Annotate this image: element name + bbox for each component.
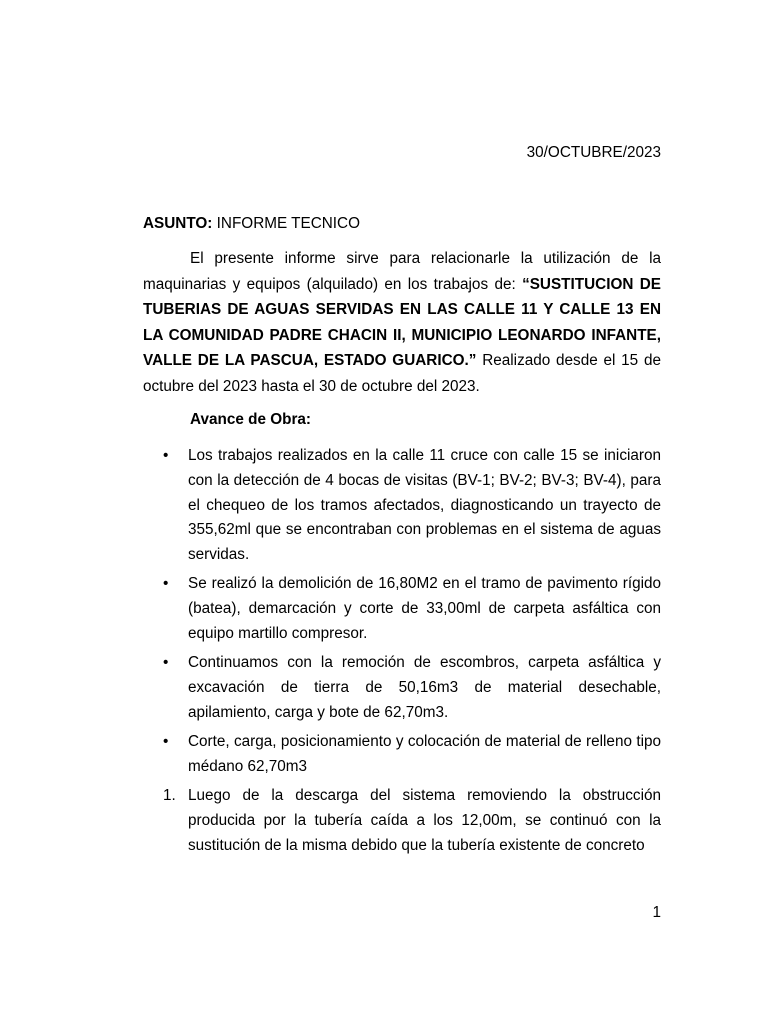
list-item <box>143 651 661 725</box>
list-item <box>143 444 661 568</box>
work-progress-list <box>143 444 661 863</box>
page-number: 1 <box>652 904 661 921</box>
subject-value: INFORME TECNICO <box>212 215 360 232</box>
list-item-text: Se realizó la demolición de 16,80M2 en el tramo de pavimento rígido (batea), demarcación y corte de 33,00ml de carpeta asfáltica con equipo martillo compresor. <box>188 575 661 643</box>
intro-paragraph <box>143 246 661 399</box>
list-item-text: Continuamos con la remoción de escombros, carpeta asfáltica y excavación de tierra de 50,16m3 de material desechable, apilamiento, carga y bote de 62,70m3. <box>188 654 661 721</box>
bullet-marker: • <box>163 654 169 672</box>
section-title: Avance de Obra: <box>190 411 312 428</box>
subject-label: ASUNTO: <box>143 215 213 232</box>
intro-lead: El presente informe sirve para relacionarle la utilización de la maquinarias y equipos (alquilado) en los trabajos de: <box>143 250 661 293</box>
list-item-text: Los trabajos realizados en la calle 11 cruce con calle 15 se iniciaron con la detección de 4 bocas de visitas (BV-1; BV-2; BV-3; BV-4), para el chequeo de los tramos afectados, diagnosticando un trayecto de 355,62ml que se encontraban con problemas en el sistema de aguas servidas. <box>188 447 661 564</box>
number-marker: 1. <box>163 787 176 805</box>
list-item <box>143 730 661 780</box>
list-item-text: Corte, carga, posicionamiento y colocación de material de relleno tipo médano 62,70m3 <box>188 733 661 776</box>
project-title: “SUSTITUCION DE TUBERIAS DE AGUAS SERVIDAS EN LAS CALLE 11 Y CALLE 13 EN LA COMUNIDAD PADRE CHACIN II, MUNICIPIO LEONARDO INFANTE, VALLE DE LA PASCUA, ESTADO GUARICO.” <box>143 275 661 369</box>
intro-tail: Realizado desde el 15 de octubre del 2023 hasta el 30 de octubre del 2023. <box>143 352 661 395</box>
list-item <box>143 784 661 858</box>
list-item <box>143 572 661 646</box>
bullet-marker: • <box>163 733 169 751</box>
bullet-marker: • <box>163 575 169 593</box>
subject-line <box>143 214 360 234</box>
list-item-text: Luego de la descarga del sistema removiendo la obstrucción producida por la tubería caída a los 12,00m, se continuó con la sustitución de la misma debido que la tubería existente de concreto <box>188 787 661 854</box>
bullet-marker: • <box>163 447 169 464</box>
document-date: 30/OCTUBRE/2023 <box>526 144 661 161</box>
